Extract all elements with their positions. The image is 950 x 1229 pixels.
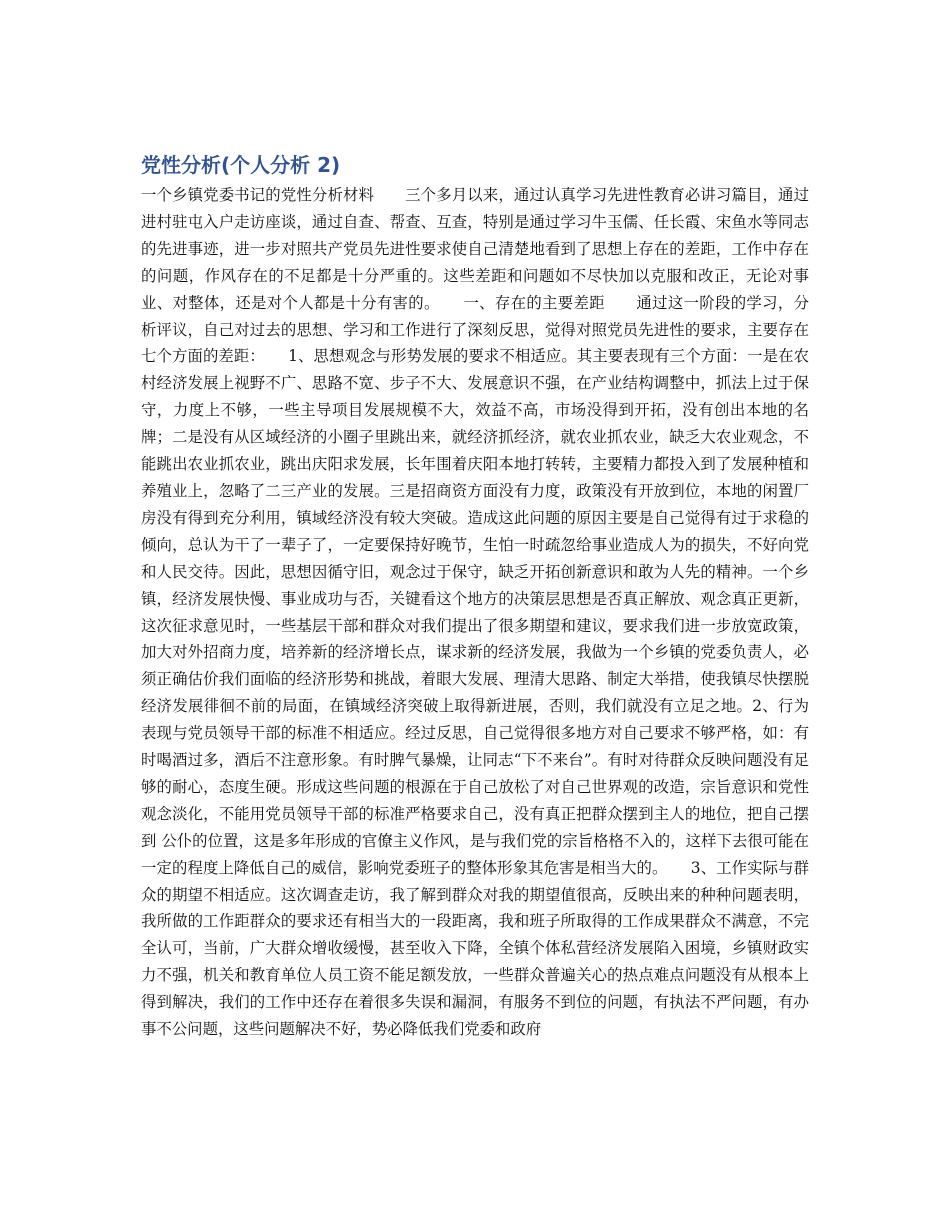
document-body-text: 一个乡镇党委书记的党性分析材料 三个多月以来，通过认真学习先进性教育必讲习篇目，通过进村驻屯入户走访座谈，通过自查、帮查、互查，特别是通过学习牛玉儒、任长霞、宋鱼水等同志的先进事迹，进一步对照共产党员先进性要求使自己清楚地看到了思想上存在的差距，工作中存在的问题，作风存在的不足都是十分严重的。这些差距和问题如不尽快加以克服和改正，无论对事业、对整体，还是对个人都是十分有害的。 一、存在的主要差距 通过这一阶段的学习，分析评议，自己对过去的思想、学习和工作进行了深刻反思，觉得对照党员先进性的要求，主要存在七个方面的差距： 1、思想观念与形势发展的要求不相适应。其主要表现有三个方面：一是在农村经济发展上视野不广、思路不宽、步子不大、发展意识不强，在产业结构调整中，抓法上过于保守，力度上不够，一些主导项目发展规模不大，效益不高，市场没得到开拓，没有创出本地的名牌；二是没有从区域经济的小圈子里跳出来，就经济抓经济，就农业抓农业，缺乏大农业观念，不能跳出农业抓农业，跳出庆阳求发展，长年围着庆阳本地打转转，主要精力都投入到了发展种植和养殖业上，忽略了二三产业的发展。三是招商资方面没有力度，政策没有开放到位，本地的闲置厂房没有得到充分利用，镇域经济没有较大突破。造成这此问题的原因主要是自己觉得有过于求稳的倾向，总认为干了一辈子了，一定要保持好晚节，生怕一时疏忽给事业造成人为的损失，不好向党和人民交待。因此，思想因循守旧，观念过于保守，缺乏开拓创新意识和敢为人先的精神。一个乡镇，经济发展快慢、事业成功与否，关键看这个地方的决策层思想是否真正解放、观念真正更新，这次征求意见时，一些基层干部和群众对我们提出了很多期望和建议，要求我们进一步放宽政策，加大对外招商力度，培养新的经济增长点，谋求新的经济发展，我做为一个乡镇的党委负责人，必须正确估价我们面临的经济形势和挑战，着眼大发展、理清大思路、制定大举措，使我镇尽快摆脱经济发展徘徊不前的局面，在镇域经济突破上取得新进展，否则，我们就没有立足之地。2、行为表现与党员领导干部的标准不相适应。经过反思，自己觉得很多地方对自己要求不够严格，如：有时喝酒过多，酒后不注意形象。有时脾气暴燥，让同志“下不来台”。有时对待群众反映问题没有足够的耐心，态度生硬。形成这些问题的根源在于自己放松了对自己世界观的改造，宗旨意识和党性观念淡化，不能用党员领导干部的标准严格要求自己，没有真正把群众摆到主人的地位，把自己摆到 公仆的位置，这是多年形成的官僚主义作风，是与我们党的宗旨格格不入的，这样下去很可能在一定的程度上降低自己的威信，影响党委班子的整体形象其危害是相当大的。 3、工作实际与群众的期望不相适应。这次调查走访，我了解到群众对我的期望值很高，反映出来的种种问题表明，我所做的工作距群众的要求还有相当大的一段距离，我和班子所取得的工作成果群众不满意，不完全认可，当前，广大群众增收缓慢，甚至收入下降，全镇个体私营经济发展陷入困境，乡镇财政实力不强，机关和教育单位人员工资不能足额发放，一些群众普遍关心的热点难点问题没有从根本上得到解决，我们的工作中还存在着很多失误和漏洞，有服务不到位的问题，有执法不严问题，有办事不公问题，这些问题解决不好，势必降低我们党委和政府 — [141, 186, 809, 1039]
document-title: 党性分析(个人分析 2) — [141, 153, 341, 177]
document-page — [141, 150, 809, 1150]
